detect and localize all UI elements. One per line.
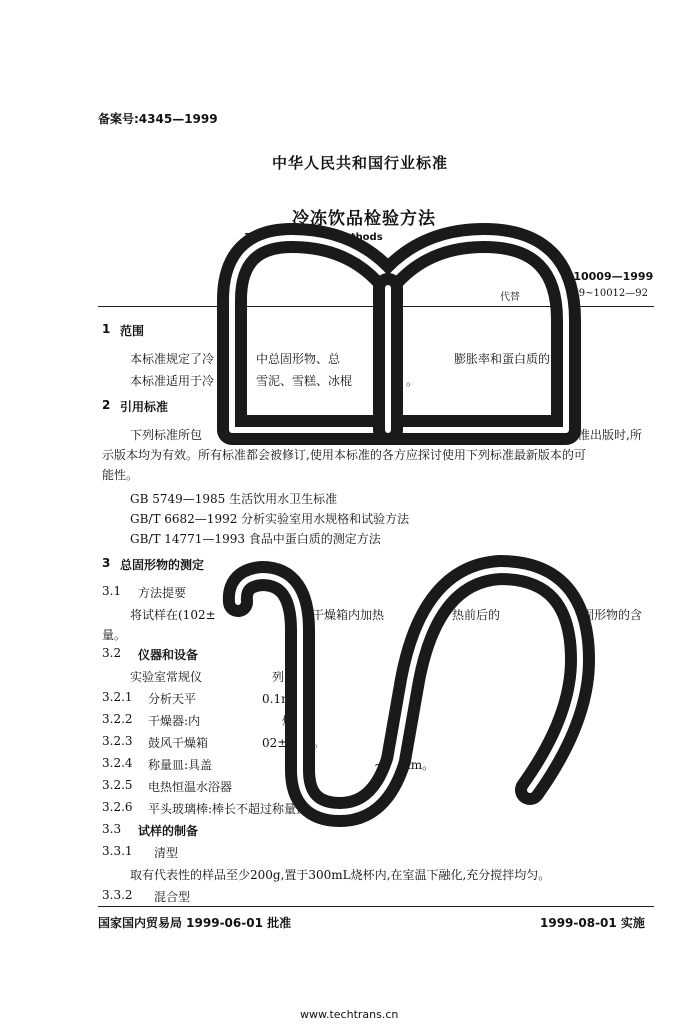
s1-para2-left: 本标准适用于冷	[130, 374, 215, 388]
replaces-codes: 009~10012—92	[566, 288, 649, 299]
s3-1-para1-left: 将试样在(102±	[130, 608, 216, 622]
item-number: 3.2.6	[102, 800, 133, 814]
s3-1-title: 方法提要	[138, 586, 187, 600]
s1-para1-left: 本标准规定了冷	[130, 352, 215, 366]
s3-1-para2: 量。	[102, 628, 127, 642]
s3-2-para-left: 实验室常规仪	[130, 670, 203, 684]
watermark-s-logo	[238, 570, 580, 812]
s1-para1-right: 膨胀率和蛋白质的测	[454, 352, 563, 366]
item-number: 3.2.1	[102, 690, 133, 704]
item-number: 3.2.4	[102, 756, 133, 770]
s3-1-para1-right: 总固形物的含	[570, 608, 643, 622]
s2-para1-left: 下列标准所包	[130, 428, 203, 442]
s2-para1-right: 准出版时,所	[578, 428, 642, 442]
approval-line: 国家国内贸易局 1999-06-01 批准	[98, 916, 292, 930]
footer-url: www.techtrans.cn	[300, 1008, 399, 1021]
section-2-number: 2	[102, 398, 111, 412]
s3-1-para1-mid2: 热前后的	[452, 608, 501, 622]
item-number: 3.2.2	[102, 712, 133, 726]
s2-para3: 能性。	[102, 468, 139, 482]
item-text: 平头玻璃棒:棒长不超过称量皿的直径。	[148, 802, 357, 816]
item-text: 称量皿:具盖	[148, 758, 213, 772]
section-3-number: 3	[102, 556, 111, 570]
english-title-left: The	[245, 232, 266, 243]
item-text-right: 0.1mg。	[262, 692, 313, 706]
s3-3-number: 3.3	[102, 822, 122, 836]
s3-3-2-title: 混合型	[154, 890, 191, 904]
item-text-right: ~30mm。	[374, 758, 435, 772]
section-1-number: 1	[102, 322, 111, 336]
item-text-right: 燥剂。	[282, 714, 319, 728]
s3-2-para-right: 列各项:	[272, 670, 313, 684]
s3-3-1-para: 取有代表性的样品至少200g,置于300mL烧杯内,在室温下融化,充分搅拌均匀。	[130, 868, 551, 882]
s3-3-1-number: 3.3.1	[102, 844, 133, 858]
english-title-right: ethods	[344, 232, 383, 243]
section-1-title: 范围	[120, 324, 145, 338]
item-text: 电热恒温水浴器	[148, 780, 233, 794]
s1-para2-end: 。	[406, 374, 419, 388]
s3-1-para1-mid: 风干燥箱内加热	[300, 608, 385, 622]
s3-1-number: 3.1	[102, 584, 122, 598]
s3-2-title: 仪器和设备	[138, 648, 199, 662]
effective-line: 1999-08-01 实施	[540, 916, 645, 930]
item-text-right: 02±2)℃。	[262, 736, 326, 750]
document-title: 冷冻饮品检验方法	[292, 209, 436, 229]
s3-3-title: 试样的制备	[138, 824, 199, 838]
item-number: 3.2.5	[102, 778, 133, 792]
section-2-title: 引用标准	[120, 400, 169, 414]
item-text: 干燥器:内	[148, 714, 201, 728]
standard-code: T 10009—1999	[562, 270, 654, 283]
item-number: 3.2.3	[102, 734, 133, 748]
section-3-title: 总固形物的测定	[120, 558, 205, 572]
s2-para2: 示版本均为有效。所有标准都会被修订,使用本标准的各方应探讨使用下列标准最新版本的可	[102, 448, 586, 462]
reference-item: GB 5749—1985 生活饮用水卫生标准	[130, 492, 338, 506]
record-number: 备案号:4345—1999	[98, 112, 218, 126]
s3-3-2-number: 3.3.2	[102, 888, 133, 902]
watermark-b-logo	[232, 238, 566, 430]
reference-item: GB/T 6682—1992 分析实验室用水规格和试验方法	[130, 512, 410, 526]
replaces-label: 代替	[500, 292, 520, 303]
reference-item: GB/T 14771—1993 食品中蛋白质的测定方法	[130, 532, 381, 546]
item-text: 鼓风干燥箱	[148, 736, 209, 750]
s1-para1-mid: 中总固形物、总	[256, 352, 341, 366]
document-category-title: 中华人民共和国行业标准	[272, 154, 449, 172]
s3-3-1-title: 清型	[154, 846, 179, 860]
s3-2-number: 3.2	[102, 646, 122, 660]
item-text: 分析天平	[148, 692, 197, 706]
s1-para2-mid: 雪泥、雪糕、冰棍	[256, 374, 353, 388]
